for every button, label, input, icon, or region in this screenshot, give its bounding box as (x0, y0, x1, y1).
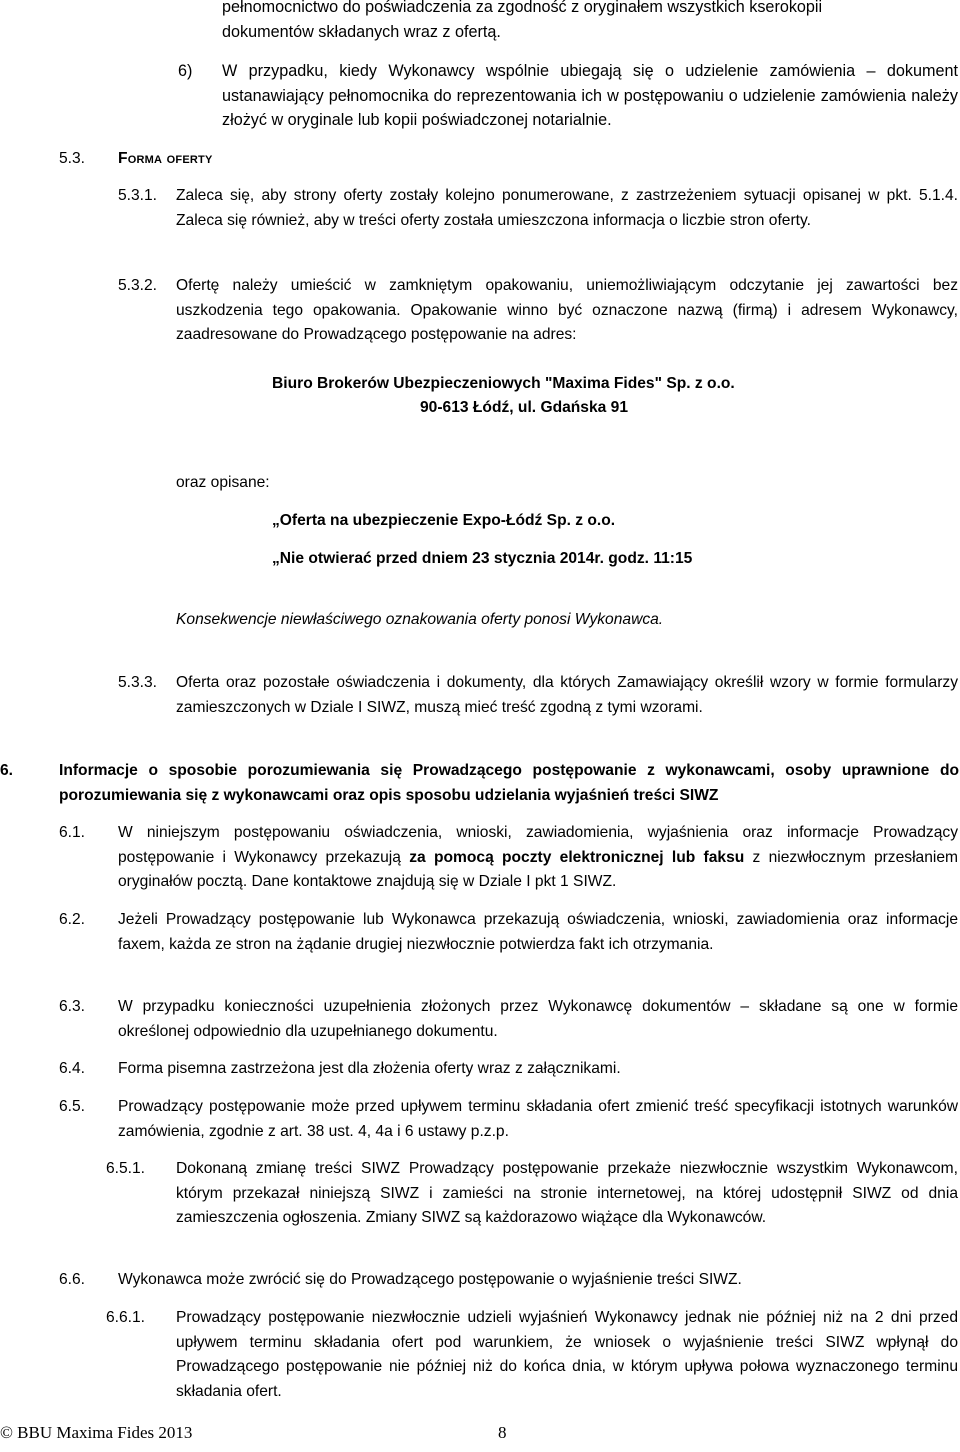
item-6-text: W przypadku, kiedy Wykonawcy wspólnie ubiegają się o udzielenie zamówienia – dokument ustanawiający pełnomocnika do reprezentowania ich w postępowaniu o udzielenie zamówienia należy złożyć w oryginale lub kopii poświadczonej notarialnie. (222, 62, 958, 130)
address-line-2: 90-613 Łódź, ul. Gdańska 91 (420, 399, 628, 416)
p531-number: 5.3.1. (118, 187, 158, 204)
address-line-1: Biuro Brokerów Ubezpieczeniowych "Maxima Fides" Sp. z o.o. (272, 375, 735, 392)
p651-text: Dokonaną zmianę treści SIWZ Prowadzący postępowanie przekaże niezwłocznie wszystkim Wykonawcom, którym przekazał niniejszą SIWZ i zamieści na stronie internetowej, na której udostępnił SIWZ od dnia zamieszczenia ogłoszenia. Zmiany SIWZ są każdorazowo wiążące dla Wykonawców. (176, 1160, 958, 1227)
p66-number: 6.6. (59, 1271, 86, 1288)
envelope-label-line-1: „Oferta na ubezpieczenie Expo-Łódź Sp. z o.o. (272, 512, 616, 529)
p661-number: 6.6.1. (106, 1309, 146, 1326)
footer-page-number: 8 (498, 1423, 507, 1442)
p63-text: W przypadku konieczności uzupełnienia złożonych przez Wykonawcę dokumentów – składane są one w formie określonej odpowiednio dla uzupełnianego dokumentu. (118, 998, 958, 1040)
p531-text: Zaleca się, aby strony oferty zostały kolejno ponumerowane, z zastrzeżeniem sytuacji opisanej w pkt. 5.1.4. Zaleca się również, aby w treści oferty została umieszczona informacja o liczbie stron oferty. (176, 187, 958, 229)
p661-text: Prowadzący postępowanie niezwłocznie udzieli wyjaśnień Wykonawcy jednak nie później niż na 2 dni przed upływem terminu składania ofert pod warunkiem, że wniosek o wyjaśnienie treści SIWZ wpłynął do Prowadzącego postępowanie nie później niż do końca dnia, w którym upływa połowa wyznaczonego terminu składania ofert. (176, 1309, 958, 1400)
p65-number: 6.5. (59, 1098, 86, 1115)
p533-number: 5.3.3. (118, 674, 158, 691)
p65-text: Prowadzący postępowanie może przed upływem terminu składania ofert zmienić treść specyfikacji istotnych warunków zamówienia, zgodnie z art. 38 ust. 4, 4a i 6 ustawy p.z.p. (118, 1098, 958, 1140)
item-6-number: 6) (178, 62, 193, 80)
consequence-note: Konsekwencje niewłaściwego oznakowania oferty ponosi Wykonawca. (176, 611, 664, 628)
p61-text-a: W niniejszym postępowaniu oświadczenia, wnioski, zawiadomienia, wyjaśnienia oraz informacje Prowadzący postępowanie i Wykonawcy przekazują (118, 824, 958, 866)
p62-text: Jeżeli Prowadzący postępowanie lub Wykonawca przekazują oświadczenia, wnioski, zawiadomienia oraz informacje faxem, każda ze stron na żądanie drugiej niezwłocznie potwierdza fakt ich otrzymania. (118, 911, 958, 953)
p64-number: 6.4. (59, 1060, 86, 1077)
footer-copyright: © BBU Maxima Fides 2013 (0, 1423, 193, 1442)
p532-number: 5.3.2. (118, 277, 158, 294)
continuation-line-2: dokumentów składanych wraz z ofertą. (222, 23, 501, 41)
envelope-label-line-2: „Nie otwierać przed dniem 23 stycznia 2014r. godz. 11:15 (272, 550, 693, 567)
section-6-title: Informacje o sposobie porozumiewania się Prowadzącego postępowanie z wykonawcami, osoby uprawnione do porozumiewania się z wykonawcami oraz opis sposobu udzielania wyjaśnień treści SIWZ (59, 762, 959, 804)
p61-text (118, 821, 958, 895)
described-label: oraz opisane: (176, 474, 270, 491)
p61-number: 6.1. (59, 824, 86, 841)
p532-text: Ofertę należy umieścić w zamkniętym opakowaniu, uniemożliwiającym odczytanie jej zawartości bez uszkodzenia tego opakowania. Opakowanie winno być oznaczone nazwą (firmą) i adresem Wykonawcy, zaadresowane do Prowadzącego postępowanie na adres: (176, 277, 958, 344)
p66-text: Wykonawca może zwrócić się do Prowadzącego postępowanie o wyjaśnienie treści SIWZ. (118, 1271, 742, 1288)
section-5-3-title: Forma oferty (118, 150, 213, 167)
p533-text: Oferta oraz pozostałe oświadczenia i dokumenty, dla których Zamawiający określił wzory w formie formularzy zamieszczonych w Dziale I SIWZ, muszą mieć treść zgodną z tymi wzorami. (176, 674, 958, 716)
continuation-line-1: pełnomocnictwo do poświadczenia za zgodność z oryginałem wszystkich kserokopii (222, 0, 823, 16)
section-5-3-number: 5.3. (59, 150, 86, 167)
p64-text: Forma pisemna zastrzeżona jest dla złożenia oferty wraz z załącznikami. (118, 1060, 621, 1077)
p651-number: 6.5.1. (106, 1160, 146, 1177)
p63-number: 6.3. (59, 998, 86, 1015)
section-6-number: 6. (0, 762, 14, 779)
p61-text-bold: za pomocą poczty elektronicznej lub faksu (409, 848, 745, 866)
p62-number: 6.2. (59, 911, 86, 928)
p61-text-b: z niezwłocznym przesłaniem oryginałów pocztą. Dane kontaktowe znajdują się w Dziale I pkt 1 SIWZ. (118, 848, 959, 891)
